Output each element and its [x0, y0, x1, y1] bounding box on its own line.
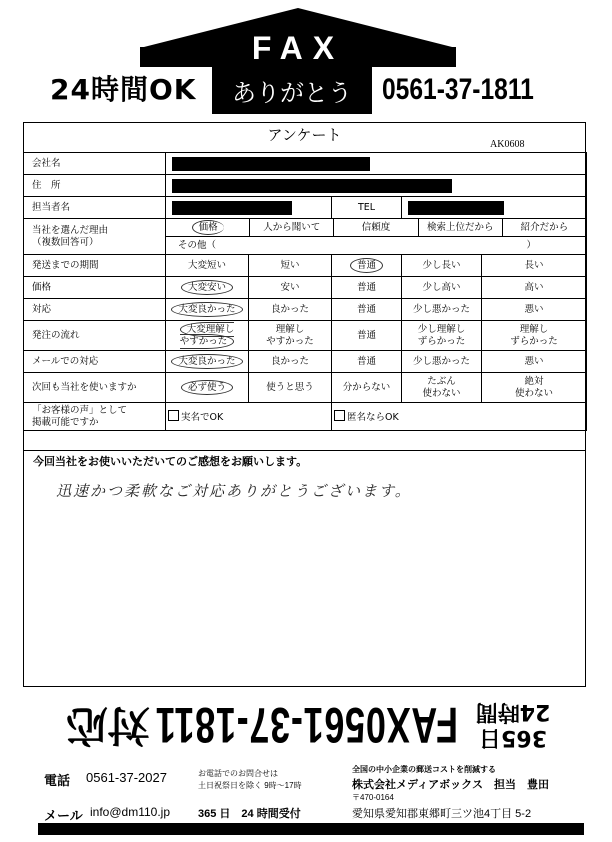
footer-hours-1: お電話でのお問合せは [198, 769, 278, 778]
survey-option[interactable]: 普通 [332, 255, 402, 277]
address-field[interactable] [166, 175, 587, 197]
survey-option[interactable]: 普通 [332, 321, 402, 351]
survey-option[interactable]: 理解し やすかった [249, 321, 332, 351]
survey-option[interactable]: 良かった [249, 351, 332, 373]
survey-row-label: 次回も当社を使いますか [24, 373, 166, 403]
survey-option[interactable]: 大変短い [166, 255, 249, 277]
comment-title: 今回当社をお使いいただいてのご感想をお願いします。 [33, 455, 308, 468]
footer-email[interactable]: info@dm110.jp [90, 805, 171, 819]
banner-fax-number: FAX0561-37-1811 [154, 697, 458, 753]
address-label: 住 所 [24, 175, 166, 197]
voice-label: 「お客様の声」として 掲載可能ですか [24, 403, 166, 431]
footer-phone-label: 電話 [44, 773, 71, 788]
footer-hours-2: 土日祝祭日を除く 9時～17時 [198, 781, 302, 790]
survey-option[interactable]: 普通 [332, 277, 402, 299]
survey-option[interactable]: 大変良かった [166, 351, 249, 373]
reason-option-introduction[interactable]: 紹介だから [520, 222, 569, 233]
survey-option[interactable]: 少し悪かった [402, 299, 482, 321]
survey-option[interactable]: 長い [482, 255, 587, 277]
upside-down-banner [38, 694, 558, 756]
survey-row-order-flow [24, 321, 587, 351]
company-row [24, 153, 587, 175]
person-row [24, 197, 587, 219]
redacted-address [172, 179, 452, 193]
reason-label: 当社を選んだ理由 （複数回答可） [24, 219, 166, 255]
redacted-tel [408, 201, 504, 215]
banner-365: 365日 [479, 725, 547, 750]
survey-row-price [24, 277, 587, 299]
address-row [24, 175, 587, 197]
reason-option-trust[interactable]: 信頼度 [334, 219, 418, 236]
company-field[interactable] [166, 153, 587, 175]
survey-option[interactable]: 悪い [482, 351, 587, 373]
survey-option[interactable]: 分からない [332, 373, 402, 403]
header-thanks: ありがとう [212, 66, 372, 114]
company-label: 会社名 [24, 153, 166, 175]
reason-options [166, 219, 587, 255]
survey-row-label: メールでの対応 [24, 351, 166, 373]
survey-option[interactable]: 使うと思う [249, 373, 332, 403]
survey-option[interactable]: 悪い [482, 299, 587, 321]
handwritten-comment: 迅速かつ柔軟なご対応ありがとうございます。 [56, 482, 412, 500]
survey-option[interactable]: 理解し ずらかった [482, 321, 587, 351]
footer-phone[interactable]: 0561-37-2027 [86, 770, 167, 785]
checkbox-real-name[interactable] [168, 410, 179, 421]
voice-option-anonymous[interactable]: 匿名ならOK [332, 403, 587, 431]
survey-option[interactable]: 普通 [332, 351, 402, 373]
survey-row-lead-time [24, 255, 587, 277]
survey-option[interactable]: 良かった [249, 299, 332, 321]
reason-option-search[interactable]: 検索上位だから [419, 219, 503, 236]
survey-option[interactable]: 大変安い [166, 277, 249, 299]
footer-tagline: 全国の中小企業の郵送コストを削減する [352, 765, 496, 774]
tel-field[interactable] [402, 197, 587, 219]
survey-option[interactable]: 少し悪かった [402, 351, 482, 373]
banner-24h: 24時間 [475, 699, 551, 724]
survey-option[interactable]: 大変良かった [166, 299, 249, 321]
footer-company: 株式会社メディアボックス 担当 豊田 [352, 779, 550, 791]
survey-option[interactable]: 必ず使う [166, 373, 249, 403]
footer-reception: 365 日 24 時間受付 [198, 808, 301, 820]
banner-support: 対応 [65, 701, 150, 750]
header-24h-ok: 24時間OK [50, 73, 197, 106]
voice-option-real-name[interactable]: 実名でOK [166, 403, 332, 431]
footer-mail-label: メール [44, 808, 83, 823]
checkbox-anonymous[interactable] [334, 410, 345, 421]
footer-address: 愛知県愛知郡東郷町三ツ池4丁目 5-2 [352, 808, 532, 820]
survey-option[interactable]: 高い [482, 277, 587, 299]
survey-row-label: 対応 [24, 299, 166, 321]
survey-option[interactable]: 短い [249, 255, 332, 277]
survey-option[interactable]: たぶん 使わない [402, 373, 482, 403]
survey-option[interactable]: 少し長い [402, 255, 482, 277]
survey-table [23, 152, 587, 431]
survey-row-next-use [24, 373, 587, 403]
fax-title: FAX [251, 30, 345, 66]
survey-option[interactable]: 絶対 使わない [482, 373, 587, 403]
reason-option-price[interactable]: 価格 [166, 219, 250, 236]
person-label: 担当者名 [24, 197, 166, 219]
reason-other[interactable]: その他（ ） [178, 240, 537, 251]
footer-postal: 〒470-0164 [352, 793, 394, 802]
survey-row-service [24, 299, 587, 321]
survey-row-label: 発送までの期間 [24, 255, 166, 277]
header-fax-number: 0561-37-1811 [382, 73, 534, 106]
survey-option[interactable]: 少し高い [402, 277, 482, 299]
reason-option-referral-word[interactable]: 人から聞いて [250, 219, 334, 236]
redacted-person [172, 201, 292, 215]
survey-option[interactable]: 安い [249, 277, 332, 299]
survey-option[interactable]: 少し理解し ずらかった [402, 321, 482, 351]
survey-option[interactable]: 普通 [332, 299, 402, 321]
redacted-company [172, 157, 370, 171]
footer-bar [38, 823, 584, 835]
person-field[interactable] [166, 197, 332, 219]
tel-label: TEL [332, 197, 402, 219]
reason-row [24, 219, 587, 255]
survey-option[interactable]: 大変理解し やすかった [166, 321, 249, 351]
survey-row-email-response [24, 351, 587, 373]
survey-title: アンケート [267, 126, 342, 144]
survey-row-label: 価格 [24, 277, 166, 299]
survey-row-label: 発注の流れ [24, 321, 166, 351]
voice-row [24, 403, 587, 431]
survey-code: AK0608 [490, 139, 525, 150]
